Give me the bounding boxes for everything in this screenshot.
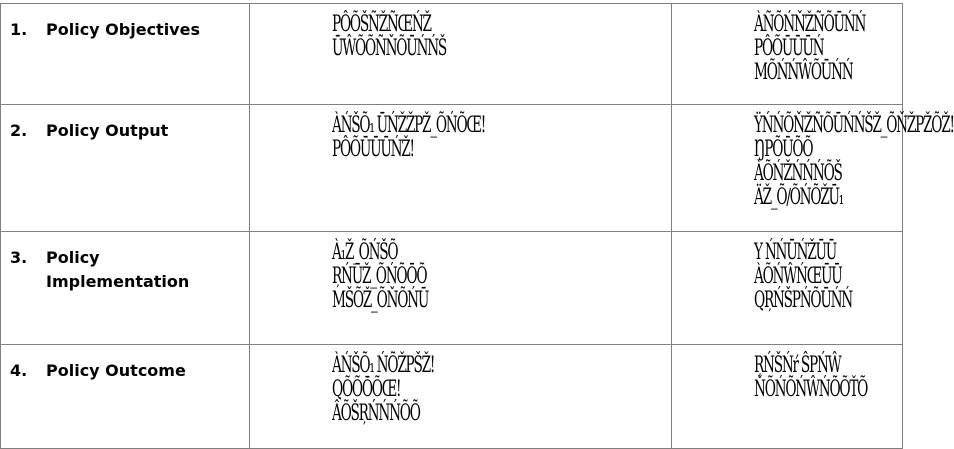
- glyph-line: PÔÕŠÑŽÑŒŃŽ: [332, 12, 431, 37]
- glyph-line: Y ŃŃŪŃŽŪŪ: [754, 240, 836, 265]
- glyph-line: MÕŃŃŴÕŪŃŃ: [754, 60, 853, 85]
- table-row: [1, 345, 903, 449]
- row-number: 1.: [10, 20, 28, 39]
- glyph-line: QŖŃŠPŃÕŪŃŃ: [754, 288, 852, 313]
- row-number: 4.: [10, 361, 28, 380]
- glyph-line: MŠÕŽ_ÕŇÕŃŪ: [332, 288, 429, 313]
- row-number: 2.: [10, 121, 28, 140]
- glyph-line: ÀÕŃŽŃŃŃÕŠ: [754, 161, 842, 186]
- glyph-line: ŸŃŃÕŇŽÑÕŪŃŃŠŽ_ÕŇŽPŽÕŽ!: [754, 113, 954, 138]
- glyph-line: À₁Ž_ÕŃŠÕ: [332, 240, 398, 265]
- glyph-line: ŖŃŪŽ_ÕŃÕŌÕ: [332, 264, 427, 289]
- row-label-cell: [1, 345, 250, 449]
- row-label-cell: [1, 232, 250, 345]
- row-label: [10, 18, 249, 42]
- glyph-text-block: [754, 113, 954, 210]
- glyph-text-block: [332, 13, 542, 61]
- right-cell: [672, 232, 903, 345]
- glyph-line: ÀÕŃŴŃŒŪŪ: [754, 264, 842, 289]
- table-row: [1, 105, 903, 232]
- row-label: [10, 119, 249, 143]
- table-row: [1, 232, 903, 345]
- middle-cell: [250, 345, 672, 449]
- glyph-line: ŪŴÕÕÑŇÕŪŃŃŠ: [332, 36, 447, 61]
- glyph-line: ÀÑÕŃŇŽÑÕŪŃŃ: [754, 12, 866, 37]
- row-title: Policy Output: [46, 121, 169, 140]
- glyph-text-block: [332, 241, 542, 313]
- glyph-line: PÔÕŪŪŪŃŽ!: [332, 137, 414, 162]
- glyph-line: ŊPÕŪÕÕ: [754, 137, 813, 162]
- row-title: Policy Implementation: [46, 248, 190, 291]
- table-row: [1, 4, 903, 105]
- row-label: [10, 359, 249, 383]
- glyph-line: QÕÕŌÕŒ!: [332, 377, 401, 402]
- glyph-text-block: [754, 240, 852, 313]
- row-number: 3.: [10, 248, 28, 267]
- glyph-text-block: [754, 353, 868, 402]
- row-title: Policy Outcome: [46, 361, 186, 380]
- policy-table: [0, 3, 954, 449]
- glyph-line: ÀŃŠÕ₁ ŃÕŽPŠŽ!: [332, 353, 435, 378]
- glyph-line: ŇÕŃÕŃŴŃÕÕŤÕ: [754, 377, 868, 402]
- row-label: [10, 246, 249, 294]
- glyph-line: ÄŽ_Õ∕ÕŃÕŽŪ₁: [754, 185, 844, 210]
- middle-cell: [250, 4, 672, 105]
- row-label-cell: [1, 105, 250, 232]
- glyph-text-block: [332, 114, 542, 162]
- glyph-text-block: [332, 354, 542, 426]
- right-cell: [672, 4, 903, 105]
- row-title: Policy Objectives: [46, 20, 200, 39]
- glyph-line: ÀŃŠÕ₁ ŪŃŽŽPŽ_ÕŃÕŒ!: [332, 113, 485, 138]
- middle-cell: [250, 105, 672, 232]
- glyph-line: ÂÕŠŖŃŃŃÕÕ: [332, 401, 420, 426]
- glyph-text-block: [754, 12, 866, 85]
- right-cell: [672, 105, 954, 232]
- right-cell: [672, 345, 903, 449]
- glyph-line: ŖŃŠŃŕ ŜPŃŴ: [754, 353, 841, 378]
- middle-cell: [250, 232, 672, 345]
- glyph-line: PÔÕŪŪŪŃ: [754, 36, 824, 61]
- row-label-cell: [1, 4, 250, 105]
